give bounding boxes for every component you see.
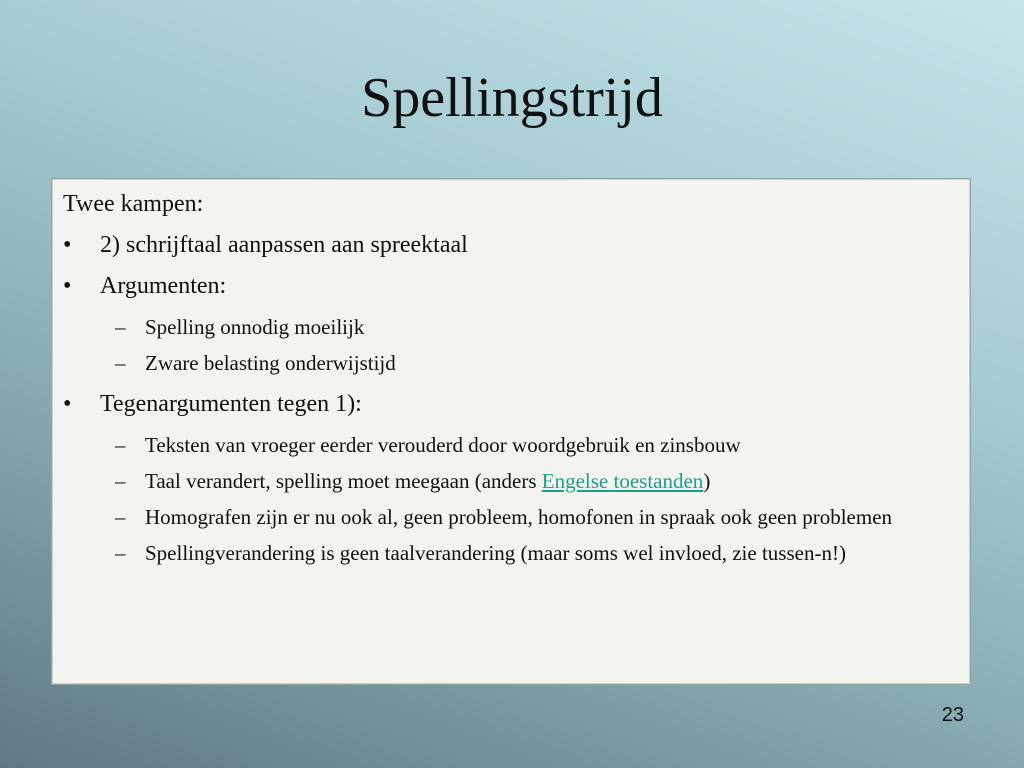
content-box [51,178,971,685]
bullet-item [63,271,960,301]
dash-symbol: – [115,433,126,457]
intro-text: Twee kampen: [63,191,204,217]
sub-bullet-text: Zware belasting onderwijstijd [145,351,396,375]
bullet-symbol: • [63,273,72,299]
sub-bullet-text-after: ) [703,469,711,493]
sub-bullet-text [145,466,960,496]
sub-bullet-item [115,466,960,496]
sub-bullet-text: Teksten van vroeger eerder verouderd door woordgebruik en zinsbouw [145,433,741,457]
bullet-text: 2) schrijftaal aanpassen aan spreektaal [100,232,468,258]
sub-bullet-item [115,538,960,568]
sub-bullet-text: Homografen zijn er nu ook al, geen probleem, homofonen in spraak ook geen problemen [145,505,893,529]
sub-bullet-item [115,502,960,532]
sub-bullet-text: Spellingverandering is geen taalverandering (maar soms wel invloed, zie tussen-n!) [145,541,846,565]
dash-symbol: – [115,315,126,339]
sub-bullet-item [115,430,960,460]
dash-symbol: – [115,469,126,493]
bullet-text: Tegenargumenten tegen 1): [100,391,362,417]
sub-bullet-text: Spelling onnodig moeilijk [145,315,365,339]
dash-symbol: – [115,505,126,529]
dash-symbol: – [115,541,126,565]
sub-bullet-text-before: Taal verandert, spelling moet meegaan (anders [145,469,542,493]
bullet-symbol: • [63,391,72,417]
bullet-item [63,389,960,419]
slide-title: Spellingstrijd [361,67,663,129]
sub-bullet-item [115,348,960,378]
engelse-toestanden-link[interactable]: Engelse toestanden [541,469,704,493]
dash-symbol: – [115,351,126,375]
bullet-item [63,230,960,260]
page-number: 23 [941,704,964,726]
sub-bullet-item [115,312,960,342]
bullet-text: Argumenten: [100,273,227,299]
bullet-symbol: • [63,232,72,258]
